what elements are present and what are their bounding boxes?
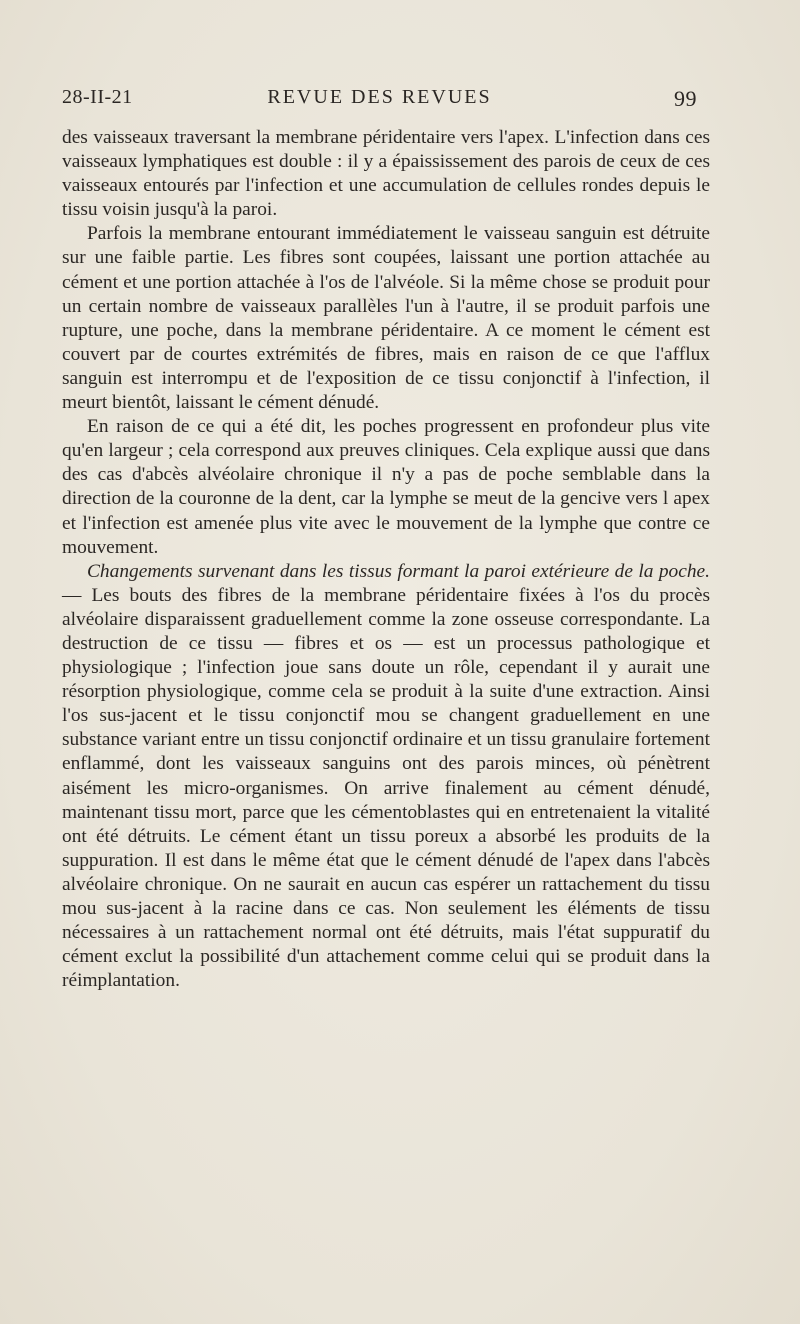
paragraph-1: des vaisseaux traversant la membrane péridentaire vers l'apex. L'infection dans ces vaisseaux lymphatiques est double : il y a épaississement des parois de ceux de ces vaisseaux entourés par l'infection et une accumulation de cellules rondes depuis le tissu voisin jusqu'à la paroi. [62,127,710,221]
header-title: REVUE DES REVUES [267,86,492,108]
section-heading: Changements survenant dans les tissus formant la paroi extérieure de la poche. [87,560,710,582]
page-number: 99 [674,86,697,111]
paragraph-2: Parfois la membrane entourant immédiatement le vaisseau sanguin est détruite sur une faible partie. Les fibres sont coupées, laissant une portion attachée au cément et une portion attachée à l'os de l'alvéole. Si la même chose se produit pour un certain nombre de vaisseaux parallèles l'un à l'autre, il se produit parfois une rupture, une poche, dans la membrane péridentaire. A ce moment le cément est couvert par de courtes extrémités de fibres, mais en raison de ce que l'afflux sanguin est interrompu et de l'exposition de ce tissu conjonctif à l'infection, il meurt bientôt, laissant le cément dénudé. [62,223,710,414]
section-text: — Les bouts des fibres de la membrane péridentaire fixées à l'os du procès alvéolaire disparaissent graduellement comme la zone osseuse correspondante. La destruction de ce tissu — fibres et os — est un processus pathologique et physiologique ; l'infection joue sans doute un rôle, cependant il y aurait une résorption physiologique, comme cela se produit à la suite d'une extraction. Ainsi l'os sus-jacent et le tissu conjonctif mou se changent graduellement en une substance variant entre un tissu conjonctif ordinaire et un tissu granulaire fortement enflammé, dont les vaisseaux sanguins ont des parois minces, où pénètrent aisément les micro-organismes. On arrive finalement au cément dénudé, maintenant tissu mort, parce que les cémentoblastes qui en entretenaient la vitalité ont été détruits. Le cément étant un tissu poreux a absorbé les produits de la suppuration. Il est dans le même état que le cément dénudé de l'apex dans l'abcès alvéolaire chronique. On ne saurait en aucun cas espérer un rattachement du tissu mou sus-jacent à la racine dans ce cas. Non seulement les éléments de tissu nécessaires à un rattachement normal ont été détruits, mais l'état suppuratif du cément exclut la possibilité d'un attachement comme celui qui se produit dans la réimplantation. [62,584,710,992]
running-header [62,86,697,114]
section-paragraph [62,560,710,994]
header-date: 28-II-21 [62,86,133,108]
body-text [62,126,710,993]
paragraph-3: En raison de ce qui a été dit, les poches progressent en profondeur plus vite qu'en largeur ; cela correspond aux preuves cliniques. Cela explique aussi que dans des cas d'abcès alvéolaire chronique il n'y a pas de poche semblable dans la direction de la couronne de la dent, car la lymphe se meut de la gencive vers l apex et l'infection est amenée plus vite avec le mouvement de la lymphe que contre ce mouvement. [62,416,710,558]
